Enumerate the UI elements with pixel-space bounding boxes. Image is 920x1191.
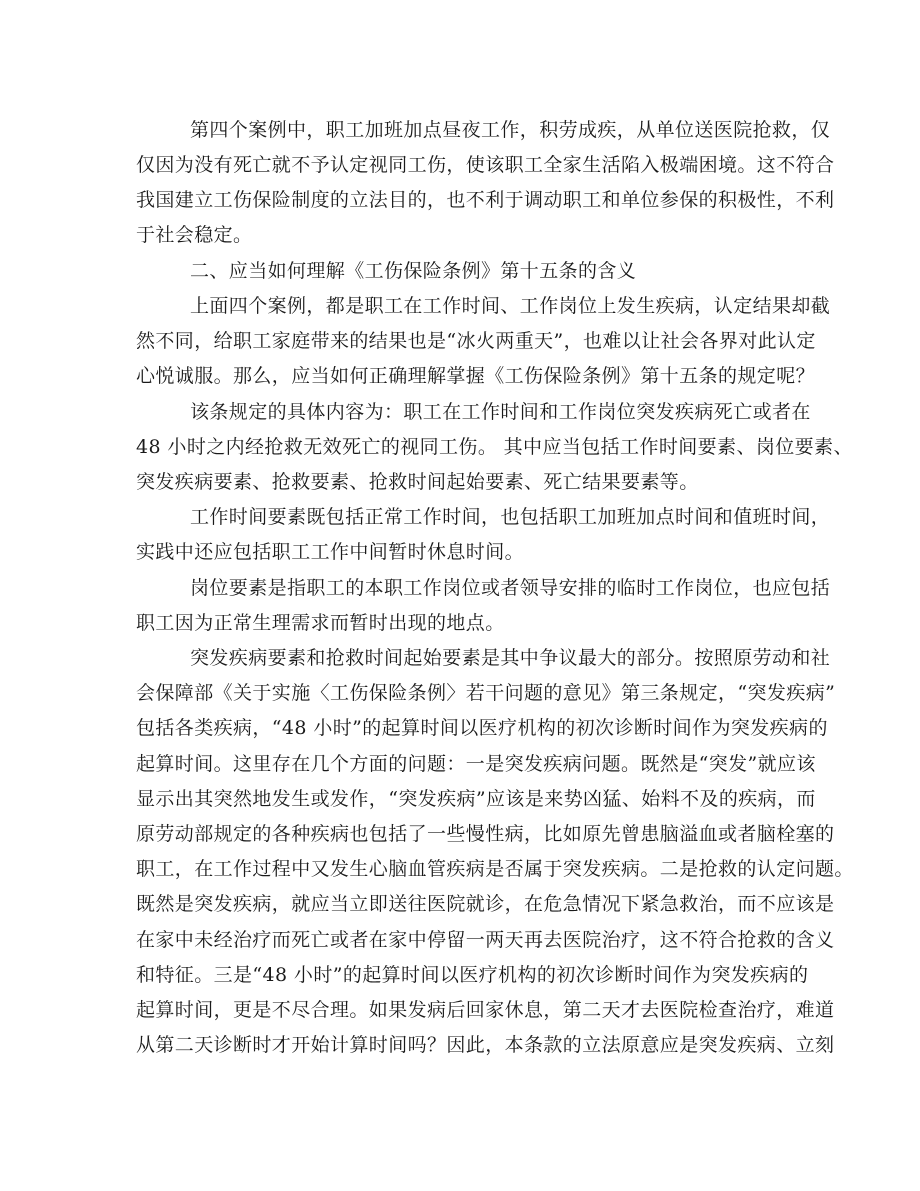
text-line: 原劳动部规定的各种疾病也包括了一些慢性病，比如原先曾患脑溢血或者脑栓塞的 — [136, 823, 835, 845]
text-line: 从第二天诊断时才开始计算时间吗？因此，本条款的立法原意应是突发疾病、立刻 — [136, 1034, 835, 1056]
text-line: 起算时间。这里存在几个方面的问题：一是突发疾病问题。既然是“突发”就应该 — [136, 753, 816, 775]
text-line: 然不同，给职工家庭带来的结果也是“冰火两重天”，也难以让社会各界对此认定 — [136, 330, 816, 352]
text-line: 既然是突发疾病，就应当立即送往医院就诊，在危急情况下紧急救治，而不应该是 — [136, 893, 835, 915]
text-line: 我国建立工伤保险制度的立法目的，也不利于调动职工和单位参保的积极性，不利 — [136, 189, 835, 211]
text-line: 48 小时之内经抢救无效死亡的视同工伤。 其中应当包括工作时间要素、岗位要素、 — [136, 436, 853, 458]
text-line: 和特征。三是“48 小时”的起算时间以医疗机构的初次诊断时间作为突发疾病的 — [136, 964, 809, 986]
text-line: 起算时间，更是不尽合理。如果发病后回家休息，第二天才去医院检查治疗，难道 — [136, 999, 835, 1021]
text-line: 会保障部《关于实施〈工伤保险条例〉若干问题的意见》第三条规定，“突发疾病” — [136, 682, 836, 704]
text-line: 第四个案例中，职工加班加点昼夜工作，积劳成疾，从单位送医院抢救，仅 — [190, 119, 831, 141]
text-line: 包括各类疾病，“48 小时”的起算时间以医疗机构的初次诊断时间作为突发疾病的 — [136, 717, 828, 739]
text-line: 在家中未经治疗而死亡或者在家中停留一两天再去医院治疗，这不符合抢救的含义 — [136, 929, 835, 951]
text-line: 岗位要素是指职工的本职工作岗位或者领导安排的临时工作岗位，也应包括 — [190, 577, 831, 599]
text-line: 职工，在工作过程中又发生心脑血管疾病是否属于突发疾病。二是抢救的认定问题。 — [136, 858, 854, 880]
text-line: 实践中还应包括职工工作中间暂时休息时间。 — [136, 541, 525, 563]
text-line: 职工因为正常生理需求而暂时出现的地点。 — [136, 612, 505, 634]
text-line: 上面四个案例，都是职工在工作时间、工作岗位上发生疾病，认定结果却截 — [190, 295, 831, 317]
text-line: 心悦诚服。那么，应当如何正确理解掌握《工伤保险条例》第十五条的规定呢？ — [136, 365, 816, 387]
text-line: 该条规定的具体内容为：职工在工作时间和工作岗位突发疾病死亡或者在 — [190, 401, 811, 423]
section-heading: 二、应当如何理解《工伤保险条例》第十五条的含义 — [190, 260, 637, 282]
text-line: 显示出其突然地发生或发作，“突发疾病”应该是来势凶猛、始料不及的疾病，而 — [136, 788, 816, 810]
text-line: 仅因为没有死亡就不予认定视同工伤，使该职工全家生活陷入极端困境。这不符合 — [136, 154, 835, 176]
text-line: 突发疾病要素和抢救时间起始要素是其中争议最大的部分。按照原劳动和社 — [190, 647, 831, 669]
text-line: 突发疾病要素、抢救要素、抢救时间起始要素、死亡结果要素等。 — [136, 471, 699, 493]
text-line: 于社会稳定。 — [136, 224, 253, 246]
text-line: 工作时间要素既包括正常工作时间，也包括职工加班加点时间和值班时间， — [190, 506, 831, 528]
